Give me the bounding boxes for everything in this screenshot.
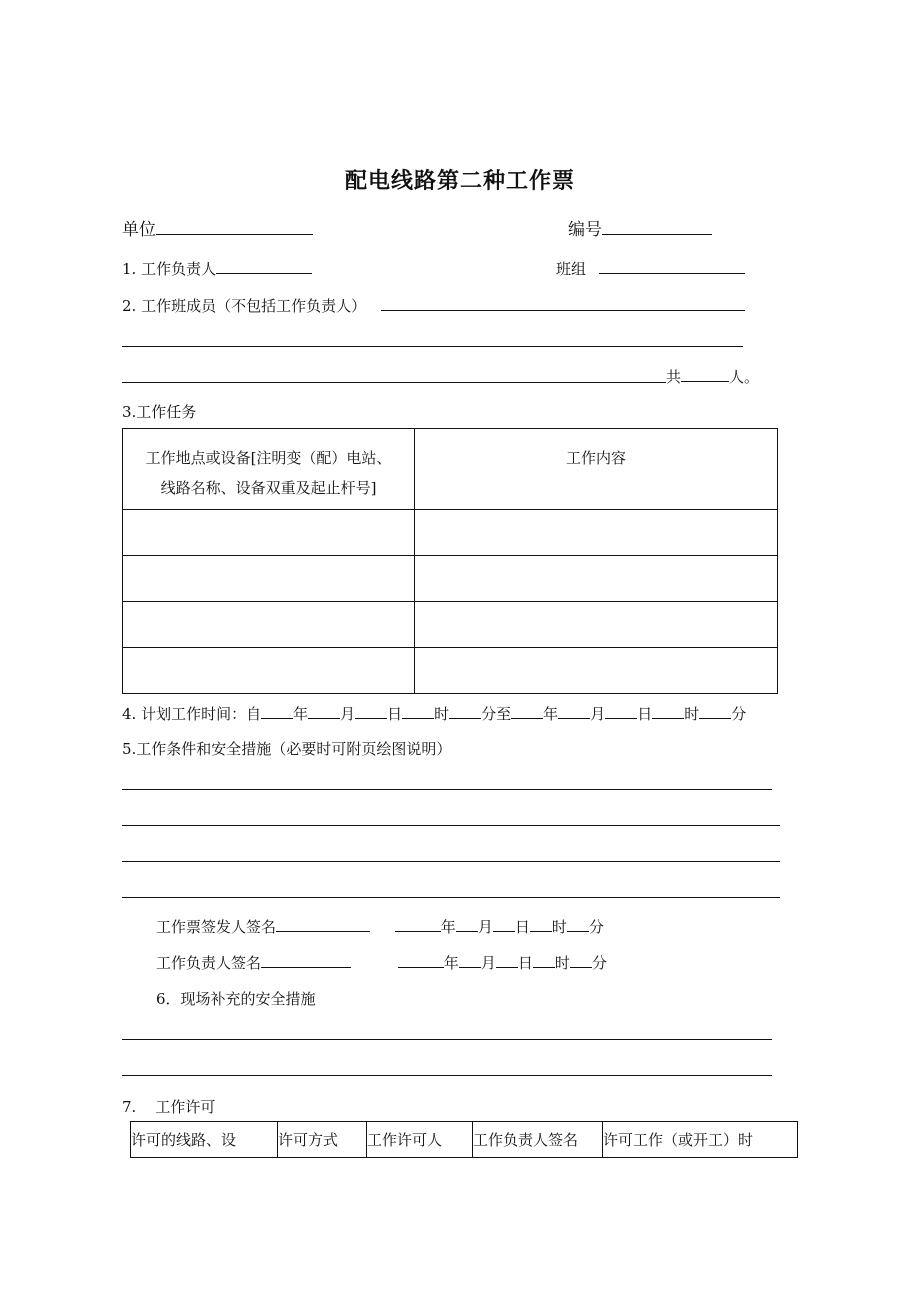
task-location-header bbox=[123, 429, 415, 510]
safety-field-1[interactable] bbox=[122, 789, 772, 790]
members-field-1[interactable] bbox=[381, 296, 745, 311]
day-unit: 日 bbox=[637, 705, 653, 723]
members-row bbox=[122, 295, 745, 316]
supplementary-field-2[interactable] bbox=[122, 1075, 772, 1076]
end-year-field[interactable] bbox=[511, 704, 543, 719]
table-row bbox=[123, 556, 778, 602]
task-location-header-line1: 工作地点或设备[注明变（配）电站、 bbox=[145, 449, 392, 467]
task-location-cell[interactable] bbox=[123, 602, 415, 648]
page-title: 配电线路第二种工作票 bbox=[344, 168, 575, 194]
leader-year-field[interactable] bbox=[398, 953, 444, 968]
number-row bbox=[568, 215, 712, 240]
table-row bbox=[123, 510, 778, 556]
year-unit: 年 bbox=[440, 918, 456, 936]
task-content-cell[interactable] bbox=[415, 510, 778, 556]
task-content-cell[interactable] bbox=[415, 602, 778, 648]
task-label: 3.工作任务 bbox=[122, 403, 197, 421]
table-row bbox=[123, 602, 778, 648]
month-unit: 月 bbox=[590, 705, 606, 723]
issuer-day-field[interactable] bbox=[493, 917, 515, 932]
leader-row bbox=[122, 258, 312, 279]
task-location-cell[interactable] bbox=[123, 556, 415, 602]
leader-signature-row bbox=[156, 952, 607, 973]
task-header-row bbox=[123, 429, 778, 510]
leader-minute-field[interactable] bbox=[570, 953, 592, 968]
start-year-field[interactable] bbox=[261, 704, 293, 719]
members-field-3[interactable] bbox=[122, 382, 666, 383]
safety-field-2[interactable] bbox=[122, 825, 780, 826]
unit-row bbox=[122, 215, 313, 240]
leader-hour-field[interactable] bbox=[533, 953, 555, 968]
start-hour-field[interactable] bbox=[402, 704, 434, 719]
year-unit: 年 bbox=[443, 954, 459, 972]
permit-col-start-time: 许可工作（或开工）时 bbox=[603, 1122, 798, 1158]
start-minute-field[interactable] bbox=[449, 704, 481, 719]
unit-label: 单位 bbox=[122, 220, 156, 240]
hour-unit: 时 bbox=[551, 918, 567, 936]
supplementary-field-1[interactable] bbox=[122, 1039, 772, 1040]
members-field-2[interactable] bbox=[122, 346, 743, 347]
team-label: 班组 bbox=[556, 260, 587, 278]
permit-table bbox=[130, 1121, 798, 1158]
issuer-hour-field[interactable] bbox=[530, 917, 552, 932]
number-field[interactable] bbox=[602, 220, 712, 235]
end-minute-field[interactable] bbox=[699, 704, 731, 719]
team-field[interactable] bbox=[599, 259, 745, 274]
month-unit: 月 bbox=[477, 918, 493, 936]
year-unit: 年 bbox=[543, 705, 559, 723]
end-day-field[interactable] bbox=[605, 704, 637, 719]
leader-month-field[interactable] bbox=[459, 953, 481, 968]
leader-signature-label: 工作负责人签名 bbox=[156, 954, 262, 972]
minute-to-unit: 分至 bbox=[481, 705, 512, 723]
issuer-signature-label: 工作票签发人签名 bbox=[156, 918, 277, 936]
total-prefix: 共 bbox=[666, 368, 682, 386]
start-month-field[interactable] bbox=[308, 704, 340, 719]
supplementary-measures-label: 6．现场补充的安全措施 bbox=[156, 990, 316, 1008]
hour-unit: 时 bbox=[434, 705, 450, 723]
total-count-field[interactable] bbox=[681, 367, 729, 382]
planned-time-label: 4. 计划工作时间：自 bbox=[122, 705, 262, 723]
permit-col-permitter: 工作许可人 bbox=[367, 1122, 473, 1158]
minute-unit: 分 bbox=[731, 705, 747, 723]
task-content-header: 工作内容 bbox=[415, 429, 778, 510]
safety-field-4[interactable] bbox=[122, 897, 780, 898]
task-table bbox=[122, 428, 778, 694]
leader-day-field[interactable] bbox=[496, 953, 518, 968]
issuer-minute-field[interactable] bbox=[567, 917, 589, 932]
year-unit: 年 bbox=[293, 705, 309, 723]
task-location-cell[interactable] bbox=[123, 510, 415, 556]
task-location-header-line2: 线路名称、设备双重及起止杆号] bbox=[160, 479, 377, 497]
task-content-cell[interactable] bbox=[415, 648, 778, 694]
task-location-cell[interactable] bbox=[123, 648, 415, 694]
members-label: 2. 工作班成员（不包括工作负责人） bbox=[122, 297, 367, 315]
planned-time-row bbox=[122, 703, 746, 724]
leader-signature-field[interactable] bbox=[261, 953, 351, 968]
end-hour-field[interactable] bbox=[652, 704, 684, 719]
month-unit: 月 bbox=[480, 954, 496, 972]
hour-unit: 时 bbox=[554, 954, 570, 972]
leader-field[interactable] bbox=[216, 259, 312, 274]
permit-col-line-device: 许可的线路、设 bbox=[131, 1122, 278, 1158]
hour-unit: 时 bbox=[684, 705, 700, 723]
total-suffix: 人。 bbox=[729, 368, 760, 386]
permit-col-leader-signature: 工作负责人签名 bbox=[473, 1122, 603, 1158]
team-row bbox=[556, 258, 745, 279]
day-unit: 日 bbox=[387, 705, 403, 723]
issuer-year-field[interactable] bbox=[395, 917, 441, 932]
members-total bbox=[666, 366, 759, 387]
day-unit: 日 bbox=[517, 954, 533, 972]
issuer-signature-field[interactable] bbox=[276, 917, 370, 932]
start-day-field[interactable] bbox=[355, 704, 387, 719]
minute-unit: 分 bbox=[588, 918, 604, 936]
safety-measures-label: 5.工作条件和安全措施（必要时可附页绘图说明） bbox=[122, 740, 452, 758]
work-permit-label: 7. 工作许可 bbox=[122, 1098, 216, 1116]
issuer-signature-row bbox=[156, 916, 604, 937]
safety-field-3[interactable] bbox=[122, 861, 780, 862]
month-unit: 月 bbox=[340, 705, 356, 723]
permit-header-row bbox=[131, 1122, 798, 1158]
end-month-field[interactable] bbox=[558, 704, 590, 719]
number-label: 编号 bbox=[568, 220, 602, 240]
table-row bbox=[123, 648, 778, 694]
unit-field[interactable] bbox=[156, 220, 313, 235]
leader-label: 1. 工作负责人 bbox=[122, 260, 217, 278]
day-unit: 日 bbox=[514, 918, 530, 936]
minute-unit: 分 bbox=[591, 954, 607, 972]
task-content-cell[interactable] bbox=[415, 556, 778, 602]
issuer-month-field[interactable] bbox=[456, 917, 478, 932]
permit-col-method: 许可方式 bbox=[278, 1122, 367, 1158]
